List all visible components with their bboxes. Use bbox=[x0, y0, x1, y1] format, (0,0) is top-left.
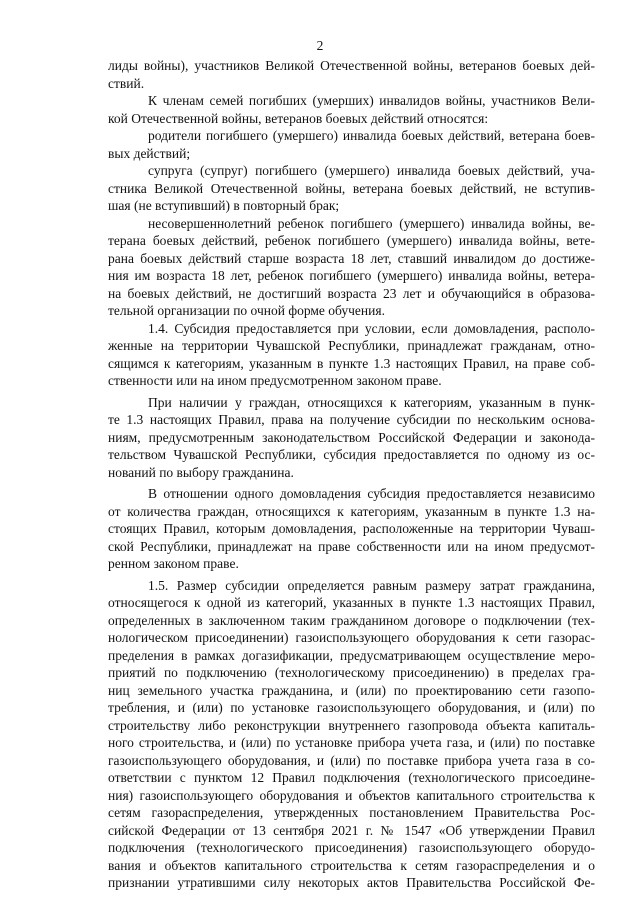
text-line: ственности или на ином предусмотренном законом праве. bbox=[108, 373, 442, 388]
text-line: стоящих Правил, которым домовладения, расположенные на территории Чуваш- bbox=[108, 521, 595, 536]
paragraph bbox=[108, 394, 595, 482]
text-line: нований по выбору гражданина. bbox=[108, 464, 294, 480]
text-line: от количества граждан, относящихся к категориям, указанным в пункте 1.3 на- bbox=[108, 503, 595, 519]
text-line: ренном законом праве. bbox=[108, 556, 239, 571]
text-line: относящегося к одной из категорий, указанных в пункте 1.3 настоящих Правил, bbox=[108, 595, 595, 610]
text-line: строительству либо реконструкции внутреннего газопровода объекта капиталь- bbox=[108, 717, 595, 733]
text-line: вания и объектов капитального строительства к сетям газораспределения и о bbox=[108, 857, 595, 873]
text-line: требления, и (или) по установке газоиспользующего оборудования, и (или) по bbox=[108, 700, 595, 715]
text-line: сийской Федерации от 13 сентября 2021 г. № 1547 «Об утверждении Правил bbox=[108, 822, 595, 838]
text-line: вых действий; bbox=[108, 145, 191, 161]
text-line: пределения в рамках догазификации, предусматривающем осуществление меро- bbox=[108, 647, 595, 663]
paragraph bbox=[108, 162, 595, 215]
text-line: ния им возраста 18 лет, ребенок погибшего (умершего) инвалида войны, ветера- bbox=[108, 268, 595, 283]
text-line: В отношении одного домовладения субсидия предоставляется независимо bbox=[148, 486, 595, 501]
text-line: тельством Чувашской Республики, субсидия предоставляется по одному из ос- bbox=[108, 447, 595, 462]
text-line: тельной организации по очной форме обучения. bbox=[108, 303, 385, 318]
text-line: При наличии у граждан, относящихся к категориям, указанным в пунк- bbox=[148, 394, 595, 410]
paragraph bbox=[108, 215, 595, 320]
text-line: несовершеннолетний ребенок погибшего (умершего) инвалида войны, ве- bbox=[148, 215, 595, 231]
text-line: приятий по подключению (технологическому присоединению) в пределах гра- bbox=[108, 665, 595, 680]
text-line: К членам семей погибших (умерших) инвалидов войны, участников Вели- bbox=[148, 93, 595, 108]
page-number: 2 bbox=[316, 38, 324, 53]
paragraph bbox=[108, 320, 595, 390]
text-line: ниц земельного участка гражданина, и (или) по проектированию сети газопо- bbox=[108, 682, 595, 698]
document-body bbox=[108, 57, 595, 892]
text-line: газоиспользующего оборудования, и (или) по поставке прибора учета газа в со- bbox=[108, 752, 595, 768]
text-line: супруга (супруг) погибшего (умершего) инвалида боевых действий, уча- bbox=[148, 163, 595, 178]
paragraph bbox=[108, 92, 595, 127]
text-line: на боевых действий, не достигший возраста 23 лет и обучающийся в образова- bbox=[108, 285, 595, 301]
text-line: ния) газоиспользующего оборудования и объектов капитального строительства к bbox=[108, 787, 595, 803]
text-line: ниям, предусмотренным законодательством Российской Федерации и законода- bbox=[108, 429, 595, 445]
text-line: ответствии с пунктом 12 Правил подключения (технологического присоедине- bbox=[108, 770, 595, 785]
text-line: нологическом присоединении) газоиспользующего оборудования к сети газорас- bbox=[108, 630, 595, 645]
text-line: ствий. bbox=[108, 75, 145, 91]
text-line: признании утратившими силу некоторых актов Правительства Российской Фе- bbox=[108, 875, 595, 890]
text-line: определенных в заключенном таким гражданином договоре о подключении (тех- bbox=[108, 612, 595, 628]
text-line: кой Отечественной войны, ветеранов боевых действий относятся: bbox=[108, 110, 489, 126]
paragraph bbox=[108, 577, 595, 892]
text-line: ской Республики, принадлежат на праве собственности или на ином предусмот- bbox=[108, 538, 595, 554]
text-line: рана боевых действий старше возраста 18 лет, ставший инвалидом до достиже- bbox=[108, 250, 595, 266]
text-line: ного строительства, и (или) по установке прибора учета газа, и (или) по поставке bbox=[108, 735, 595, 750]
text-line: стника Великой Отечественной войны, ветерана боевых действий, не вступив- bbox=[108, 180, 595, 196]
text-line: сетям газораспределения, утвержденных постановлением Правительства Рос- bbox=[108, 805, 595, 820]
text-line: женные на территории Чувашской Республики, принадлежат гражданам, отно- bbox=[108, 338, 595, 353]
text-line: родители погибшего (умершего) инвалида боевых действий, ветерана боев- bbox=[148, 128, 595, 143]
text-line: те 1.3 настоящих Правил, права на получение субсидии по нескольким основа- bbox=[108, 412, 595, 427]
paragraph bbox=[108, 127, 595, 162]
paragraph bbox=[108, 485, 595, 573]
text-line: 1.4. Субсидия предоставляется при условии, если домовладения, располо- bbox=[148, 320, 595, 336]
text-line: лиды войны), участников Великой Отечественной войны, ветеранов боевых дей- bbox=[108, 58, 595, 73]
text-line: терана боевых действий, ребенок погибшего (умершего) инвалида войны, вете- bbox=[108, 233, 595, 248]
text-line: 1.5. Размер субсидии определяется равным размеру затрат гражданина, bbox=[148, 577, 595, 593]
text-line: подключения (технологического присоединения) газоиспользующего оборудо- bbox=[108, 840, 595, 855]
text-line: шая (не вступивший) в повторный брак; bbox=[108, 198, 340, 213]
paragraph bbox=[108, 57, 595, 92]
text-line: сящимся к категориям, указанным в пункте 1.3 настоящих Правил, на праве соб- bbox=[108, 355, 595, 371]
